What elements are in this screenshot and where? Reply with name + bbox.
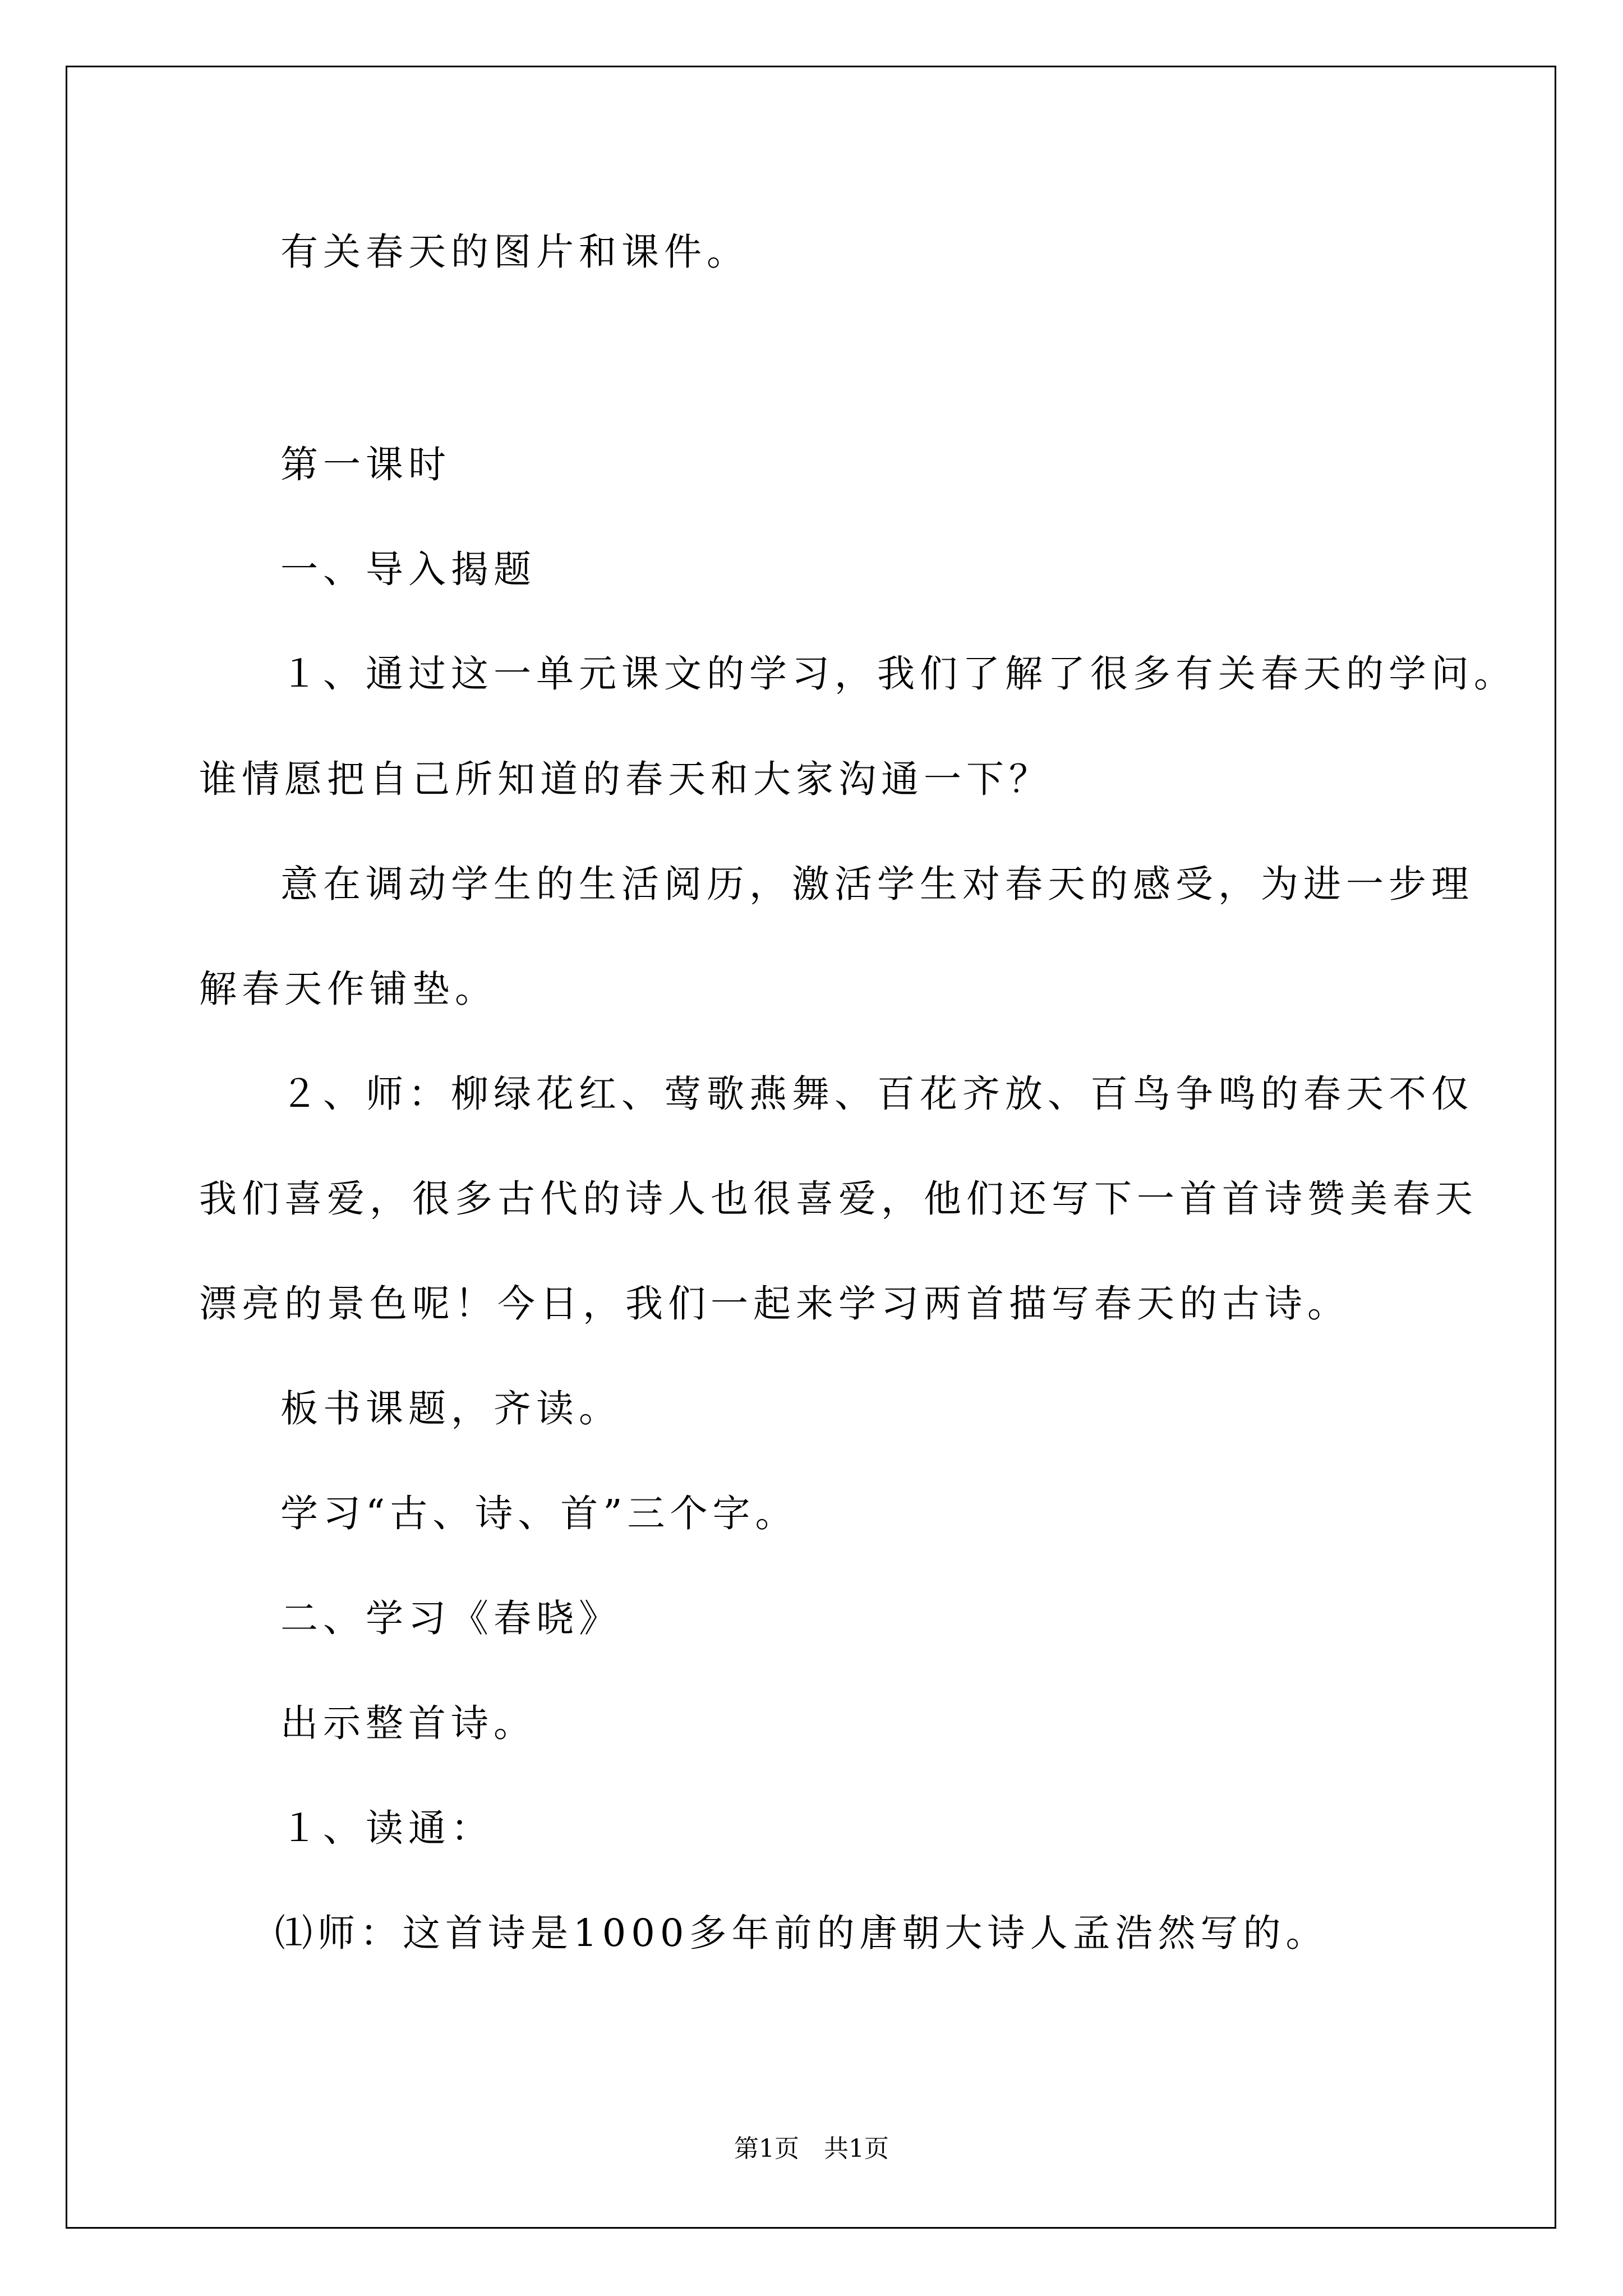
page-number-footer: 第1页 共1页: [734, 2134, 889, 2163]
paragraph-item-2-line-1: ２、师：柳绿花红、莺歌燕舞、百花齐放、百鸟争鸣的春天不仅: [280, 1072, 1474, 1116]
paragraph-item-2-line-2: 我们喜爱，很多古代的诗人也很喜爱，他们还写下一首首诗赞美春天: [199, 1177, 1478, 1221]
paragraph-item-1-line-2: 谁情愿把自己所知道的春天和大家沟通一下？: [199, 757, 1052, 801]
paragraph-intent-line-2: 解春天作铺垫。: [199, 967, 497, 1011]
paragraph-poet-intro: ⑴师：这首诗是1000多年前的唐朝大诗人孟浩然写的。: [275, 1911, 1329, 1955]
paragraph-item-2-line-3: 漂亮的景色呢！今日，我们一起来学习两首描写春天的古诗。: [199, 1282, 1350, 1326]
paragraph-show-poem: 出示整首诗。: [280, 1701, 536, 1745]
page-border: [66, 66, 1556, 2229]
heading-first-lesson: 第一课时: [280, 443, 451, 486]
paragraph-learn-characters: 学习“古、诗、首”三个字。: [280, 1492, 798, 1535]
heading-learn-chunxiao: 二、学习《春晓》: [280, 1596, 621, 1640]
paragraph-item-1-line-1: １、通过这一单元课文的学习，我们了解了很多有关春天的学问。: [280, 652, 1516, 696]
paragraph-read-through: １、读通：: [280, 1806, 494, 1850]
paragraph-board-title: 板书课题，齐读。: [280, 1387, 621, 1430]
heading-introduction: 一、导入揭题: [280, 547, 536, 591]
paragraph-materials: 有关春天的图片和课件。: [280, 230, 749, 274]
paragraph-intent-line-1: 意在调动学生的生活阅历，激活学生对春天的感受，为进一步理: [280, 862, 1474, 906]
